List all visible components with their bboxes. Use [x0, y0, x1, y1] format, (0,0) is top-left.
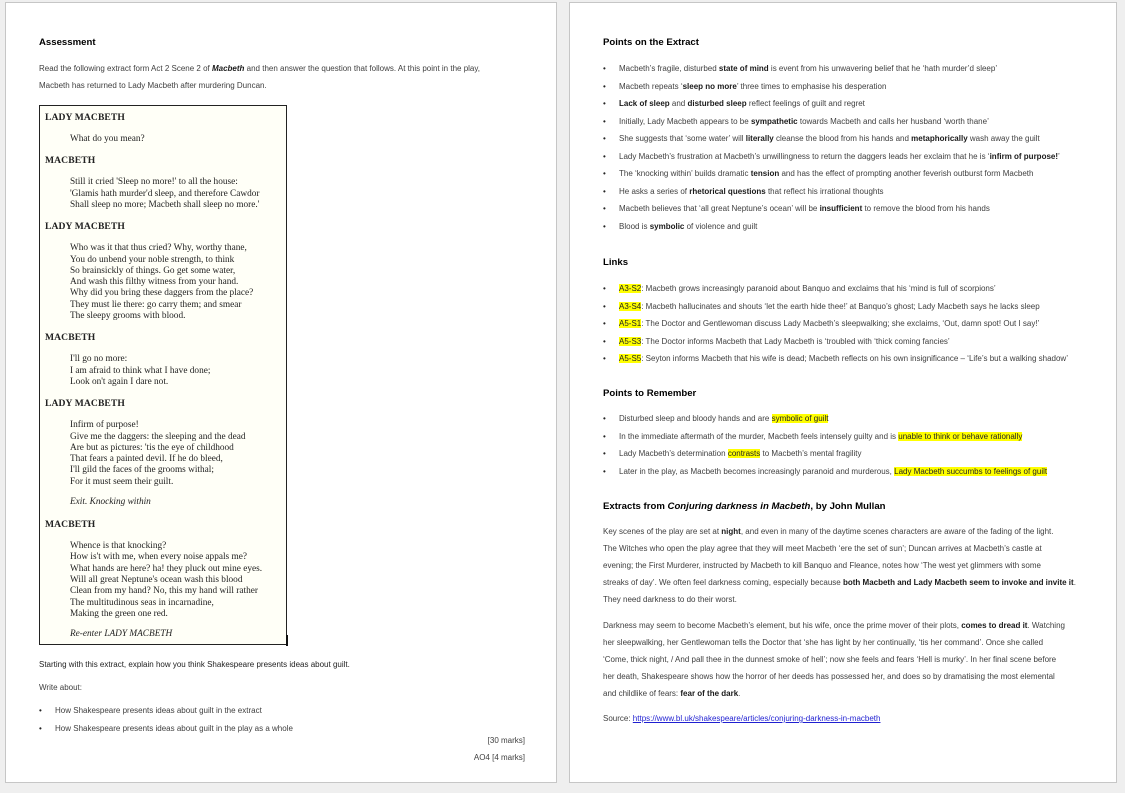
paragraph-line: [603, 527, 1053, 536]
verse-line: Who was it that thus cried? Why, worthy thane,: [70, 243, 247, 254]
bullet-icon: •: [603, 204, 606, 213]
list-item-text: [619, 467, 1047, 476]
bold-text: symbolic: [649, 221, 685, 231]
verse-line: The multitudinous seas in incarnadine,: [70, 597, 214, 608]
bullet-icon: •: [603, 186, 606, 196]
text-segment: that reflect his irrational thoughts: [765, 186, 884, 196]
text-segment: : Macbeth hallucinates and shouts ‘let the earth hide thee!’ at Banquo’s ghost; Lady Macbeth says he lacks sleep: [641, 301, 1040, 311]
bullet-icon: •: [603, 221, 606, 231]
verse-line: You do unbend your noble strength, to think: [70, 254, 235, 265]
list-item-text: [619, 222, 757, 231]
document-page-1: [5, 2, 557, 783]
bullet-icon: •: [603, 134, 606, 143]
bullet-icon: •: [603, 169, 606, 178]
text-segment: cleanse the blood from his hands and: [773, 134, 912, 143]
bold-text: tension: [750, 169, 780, 178]
list-item-text: [619, 152, 1060, 161]
verse-line: What do you mean?: [70, 134, 145, 144]
bold-text: infirm of purpose!: [989, 151, 1059, 161]
paragraph-line: [603, 655, 1056, 664]
bullet-icon: •: [603, 466, 606, 476]
source-link[interactable]: https://www.bl.uk/shakespeare/articles/conjuring-darkness-in-macbeth: [632, 714, 881, 723]
bullet-text: How Shakespeare presents ideas about guilt in the extract: [55, 706, 262, 715]
paragraph-line: [603, 578, 1076, 587]
list-item-text: [619, 449, 862, 458]
bullet-icon: •: [603, 354, 606, 363]
verse-line: Why did you bring these daggers from the place?: [70, 288, 254, 299]
text-segment: reflect feelings of guilt and regret: [746, 99, 865, 108]
extracts-heading: [603, 501, 886, 512]
bold-text: rhetorical questions: [689, 186, 766, 196]
list-item-text: [619, 284, 996, 293]
stage-direction: Exit. Knocking within: [70, 497, 151, 507]
text-segment: : The Doctor informs Macbeth that Lady Macbeth is ‘troubled with ‘thick coming fancies’: [641, 336, 950, 346]
bold-text: sleep no more: [682, 81, 737, 91]
document-page-2: [569, 2, 1117, 783]
verse-line: 'Glamis hath murder'd sleep, and therefore Cawdor: [70, 188, 260, 199]
list-item-text: [619, 204, 990, 213]
bold-text: both Macbeth and Lady Macbeth seem to invoke and invite it: [842, 578, 1074, 587]
paragraph-line: [603, 689, 740, 698]
bold-text: fear of the dark: [680, 689, 739, 698]
text-segment: Key scenes of the play are set at: [603, 527, 722, 536]
intro-line-2: Macbeth has returned to Lady Macbeth after murdering Duncan.: [39, 81, 267, 90]
text-segment: and childlike of fears:: [603, 689, 681, 698]
verse-line: Clean from my hand? No, this my hand will rather: [70, 586, 258, 597]
text-segment: ‘Come, thick night, / And pall thee in the dunnest smoke of hell’; now she feels and fears ‘Hell is murky’. In her final scene before: [603, 655, 1057, 664]
heading-text: , by John Mullan: [810, 501, 886, 512]
text-segment: .: [738, 689, 741, 698]
play-extract-box: [39, 105, 287, 645]
play-title: Macbeth: [211, 64, 245, 73]
stage-direction: Re-enter LADY MACBETH: [70, 629, 173, 640]
bullet-icon: •: [603, 151, 606, 161]
text-segment: and: [669, 99, 688, 108]
verse-line: Are but as pictures: 'tis the eye of childhood: [70, 442, 234, 453]
speaker-name: MACBETH: [45, 332, 96, 344]
verse-line: Whence is that knocking?: [70, 541, 167, 551]
bullet-icon: •: [603, 64, 606, 73]
bullet-icon: •: [603, 431, 606, 441]
article-title: Conjuring darkness in Macbeth: [667, 501, 811, 512]
highlighted-text: A3-S4: [619, 301, 642, 311]
bold-text: state of mind: [718, 64, 769, 73]
bold-text: metaphorically: [911, 134, 968, 143]
text-segment: Later in the play, as Macbeth becomes increasingly paranoid and murderous,: [619, 466, 895, 476]
bullet-icon: •: [603, 414, 606, 423]
verse-line: So brainsickly of things. Go get some water,: [70, 265, 236, 276]
text-segment: Macbeth believes that ‘all great Neptune’s ocean’ will be: [619, 204, 820, 213]
list-item-text: [619, 134, 1040, 143]
links-heading: Links: [603, 257, 629, 268]
bullet-icon: •: [603, 301, 606, 311]
verse-line: The sleepy grooms with blood.: [70, 311, 186, 321]
speaker-name: MACBETH: [45, 519, 96, 530]
text-segment: of violence and guilt: [684, 221, 758, 231]
verse-line: I'll gild the faces of the grooms withal;: [70, 465, 214, 476]
bullet-icon: •: [39, 724, 42, 733]
assessment-heading: Assessment: [39, 37, 96, 48]
text-segment: her sleepwalking, her Gentlewoman tells the Doctor that ‘she has light by her continually, ‘tis her command’. Once she called: [603, 638, 1044, 647]
paragraph-line: [603, 672, 1055, 681]
extract-box-shadow: [286, 635, 288, 646]
verse-line: They must lie there: go carry them; and smear: [70, 299, 242, 310]
speaker-name: LADY MACBETH: [45, 112, 125, 123]
verse-line: Give me the daggers: the sleeping and the dead: [70, 431, 246, 442]
verse-line: Still it cried 'Sleep no more!' to all the house:: [70, 177, 238, 188]
verse-line: And wash this filthy witness from your hand.: [70, 277, 239, 288]
intro-line-1: [39, 64, 480, 73]
text-segment: Macbeth’s fragile, disturbed: [619, 64, 719, 73]
highlighted-text: contrasts: [727, 449, 761, 458]
list-item-text: [619, 337, 950, 346]
text-segment: The ‘knocking within’ builds dramatic: [619, 169, 751, 178]
verse-line: How is't with me, when every noise appals me?: [70, 552, 247, 563]
bullet-icon: •: [603, 99, 606, 108]
ao4-marks-label: AO4 [4 marks]: [473, 753, 525, 762]
verse-line: Shall sleep no more; Macbeth shall sleep no more.': [70, 199, 260, 210]
bold-text: night: [721, 527, 741, 536]
verse-line: For it must seem their guilt.: [70, 476, 174, 487]
highlighted-text: symbolic of guilt: [771, 414, 829, 423]
bold-text: comes to dread it: [961, 621, 1028, 630]
bullet-icon: •: [603, 81, 606, 91]
paragraph-line: [603, 595, 737, 604]
points-on-extract-heading: Points on the Extract: [603, 37, 699, 48]
bullet-icon: •: [603, 449, 606, 458]
text-segment: The Witches who open the play agree that they will meet Macbeth ‘ere the set of sun’; Duncan arrives at Macbeth’s castle at: [603, 544, 1042, 553]
verse-line: Making the green one red.: [70, 608, 168, 619]
question-text: Starting with this extract, explain how you think Shakespeare presents ideas about guilt.: [39, 660, 350, 669]
list-item-text: [619, 414, 828, 423]
text-segment: to remove the blood from his hands: [862, 204, 990, 213]
text-segment: : Macbeth grows increasingly paranoid about Banquo and exclaims that his ‘mind is full of scorpions’: [641, 284, 996, 293]
bullet-text: How Shakespeare presents ideas about guilt in the play as a whole: [55, 724, 293, 733]
verse-line: I'll go no more:: [70, 354, 128, 365]
source-line: [603, 714, 880, 723]
bold-text: Lack of sleep: [619, 99, 670, 108]
text-segment: .: [1073, 578, 1076, 587]
list-item-text: [619, 117, 989, 126]
highlighted-text: A3-S2: [619, 284, 642, 293]
list-item-text: [619, 354, 1068, 363]
text-segment: ’ three times to emphasise his desperation: [736, 81, 887, 91]
paragraph-line: [603, 561, 1041, 570]
bullet-icon: •: [603, 284, 606, 293]
list-item-text: [619, 64, 997, 73]
bold-text: insufficient: [819, 204, 863, 213]
bullet-icon: •: [603, 319, 606, 328]
highlighted-text: unable to think or behave rationally: [898, 431, 1023, 441]
text-segment: , and even in many of the daytime scenes characters are aware of the fading of the light.: [740, 527, 1054, 536]
verse-line: That fears a painted devil. If he do bleed,: [70, 454, 223, 465]
speaker-name: MACBETH: [45, 155, 96, 167]
verse-line: Will all great Neptune's ocean wash this blood: [70, 574, 243, 585]
bullet-icon: •: [39, 706, 42, 715]
list-item-text: [619, 99, 865, 108]
speaker-name: LADY MACBETH: [45, 398, 125, 410]
text-segment: evening; the First Murderer, instructed by Macbeth to kill Banquo and Fleance, notes how ‘The west yet glimmers with some: [603, 561, 1041, 570]
verse-line: I am afraid to think what I have done;: [70, 365, 211, 376]
text-segment: : The Doctor and Gentlewoman discuss Lady Macbeth’s sleepwalking; she exclaims, ‘Out, damn spot! Out I say!’: [641, 319, 1040, 328]
text-segment: Macbeth repeats ‘: [619, 81, 683, 91]
text-segment: Blood is: [619, 221, 650, 231]
list-item-text: [619, 169, 1033, 178]
highlighted-text: A5-S3: [619, 336, 642, 346]
marks-label: [30 marks]: [487, 736, 525, 745]
highlighted-text: A5-S5: [619, 354, 642, 363]
highlighted-text: A5-S1: [619, 319, 642, 328]
bullet-icon: •: [603, 336, 606, 346]
paragraph-line: [603, 544, 1042, 553]
text-segment: towards Macbeth and calls her husband ‘worth thane’: [797, 116, 989, 126]
text-segment: Lady Macbeth’s frustration at Macbeth’s unwillingness to return the daggers leads her exclaim that he is ‘: [619, 151, 990, 161]
text-segment: her death, Shakespeare shows how the horror of her deeds has possessed her, and does so by dramatising the most elemental: [603, 672, 1055, 681]
text-segment: Lady Macbeth’s determination: [619, 449, 728, 458]
intro-text: and then answer the question that follows. At this point in the play,: [244, 64, 480, 73]
paragraph-line: [603, 621, 1065, 630]
text-segment: streaks of day’. We often feel darkness coming, especially because: [603, 578, 843, 587]
text-segment: to Macbeth’s mental fragility: [760, 449, 862, 458]
text-segment: She suggests that ‘some water’ will: [619, 134, 746, 143]
heading-text: Extracts from: [603, 501, 668, 512]
text-segment: and has the effect of prompting another feverish outburst form Macbeth: [779, 169, 1034, 178]
bold-text: literally: [745, 134, 774, 143]
text-segment: They need darkness to do their worst.: [603, 595, 737, 604]
highlighted-text: Lady Macbeth succumbs to feelings of guilt: [894, 466, 1048, 476]
text-segment: : Seyton informs Macbeth that his wife is dead; Macbeth reflects on his own insignificance – ‘Life’s but a walking shadow’: [641, 354, 1068, 363]
text-segment: is event from his unwavering belief that he ‘hath murder’d sleep’: [768, 64, 998, 73]
paragraph-line: [603, 638, 1043, 647]
text-segment: He asks a series of: [619, 186, 690, 196]
list-item-text: [619, 432, 1022, 441]
bold-text: sympathetic: [750, 116, 798, 126]
speaker-name: LADY MACBETH: [45, 221, 125, 233]
points-to-remember-heading: Points to Remember: [603, 388, 697, 399]
source-label: Source:: [603, 714, 633, 723]
bold-text: disturbed sleep: [687, 99, 747, 108]
verse-line: Look on't again I dare not.: [70, 376, 169, 387]
text-segment: wash away the guilt: [967, 134, 1040, 143]
text-segment: Initially, Lady Macbeth appears to be: [619, 116, 751, 126]
verse-line: What hands are here? ha! they pluck out mine eyes.: [70, 563, 263, 574]
list-item-text: [619, 319, 1039, 328]
bullet-icon: •: [603, 116, 606, 126]
text-segment: ’: [1058, 151, 1060, 161]
text-segment: In the immediate aftermath of the murder, Macbeth feels intensely guilty and is: [619, 431, 899, 441]
list-item-text: [619, 302, 1040, 311]
write-about-label: Write about:: [39, 683, 82, 692]
verse-line: Infirm of purpose!: [70, 420, 139, 431]
list-item-text: [619, 187, 884, 196]
text-segment: Darkness may seem to become Macbeth’s element, but his wife, once the prime mover of their plots,: [603, 621, 962, 630]
text-segment: Disturbed sleep and bloody hands and are: [619, 414, 772, 423]
text-segment: . Watching: [1027, 621, 1065, 630]
intro-text: Read the following extract form Act 2 Scene 2 of: [39, 64, 212, 73]
list-item-text: [619, 82, 886, 91]
